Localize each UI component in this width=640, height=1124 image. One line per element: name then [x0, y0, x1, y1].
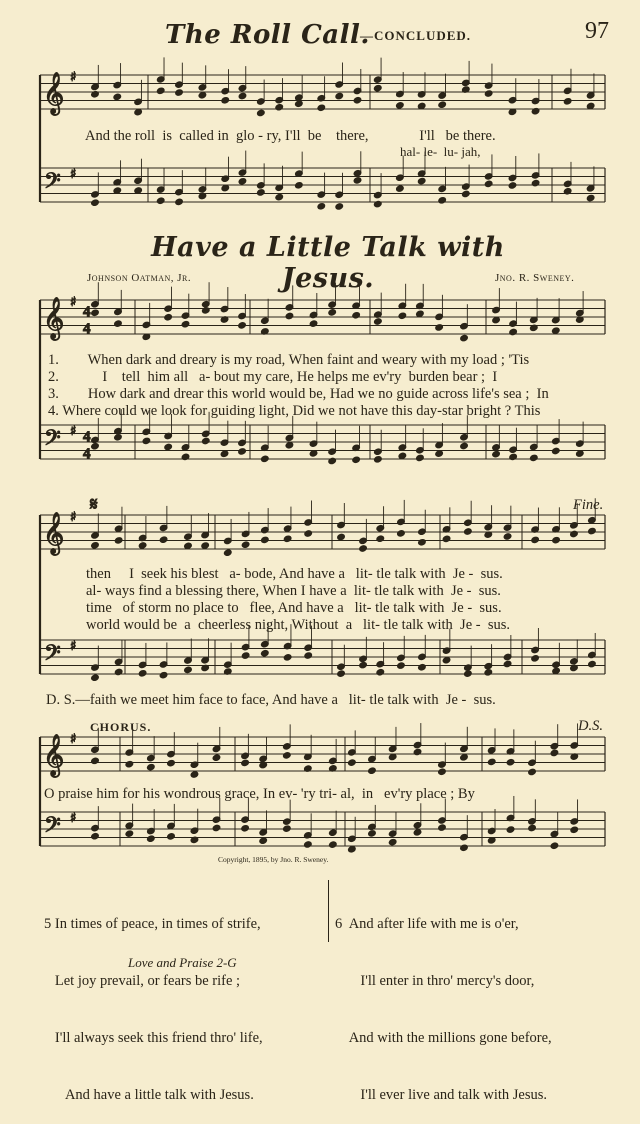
refrain-line-3: time of storm no place to flee, And have a lit- tle talk with Je - sus.	[86, 600, 502, 616]
verse-line-2: 2. I tell him all a- bout my care, He helps me ev'ry burden bear ; I	[48, 369, 498, 385]
stanza-six-line: I'll ever live and talk with Jesus.	[335, 1087, 548, 1103]
page-number: 97	[585, 18, 609, 44]
stanza-five-line: 5 In times of peace, in times of strife,	[44, 916, 261, 932]
stanza-five-line: Let joy prevail, or fears be rife ;	[44, 973, 241, 989]
fine-marking: Fine.	[573, 497, 604, 513]
lyricist-credit: Johnson Oatman, Jr.	[87, 272, 192, 284]
composer-credit: Jno. R. Sweney.	[495, 272, 575, 284]
svg-text:♯: ♯	[70, 295, 77, 310]
stanza-six-line: And with the millions gone before,	[335, 1030, 552, 1046]
svg-text:4: 4	[83, 429, 91, 445]
roll-call-lyric: And the roll is called in glo - ry, I'll be there, I'll be there.	[85, 128, 496, 144]
refrain-line-1: then I seek his blest a- bode, And have a lit- tle talk with Je - sus.	[86, 566, 503, 582]
ds-lyric-line: D. S.—faith we meet him face to face, And have a lit- tle talk with Je - sus.	[46, 692, 496, 708]
svg-text:♯: ♯	[70, 732, 77, 747]
stanza-six-line: I'll enter in thro' mercy's door,	[335, 973, 535, 989]
svg-text:♯: ♯	[70, 167, 77, 182]
footer-signature: Love and Praise 2-G	[128, 955, 237, 970]
chorus-lyric: O praise him for his wondrous grace, In ev- 'ry tri- al, in ev'ry place ; By	[44, 786, 475, 802]
svg-text:4: 4	[83, 446, 91, 462]
svg-text:𝄞: 𝄞	[43, 298, 65, 339]
verse-line-1: 1. When dark and dreary is my road, When faint and weary with my load ; 'Tis	[48, 352, 530, 368]
roll-call-hallelujah: hal- le- lu- jah,	[400, 144, 481, 159]
stanza-five-line: I'll always seek this friend thro' life,	[44, 1030, 263, 1046]
song-title: Have a Little Talk with Jesus.	[151, 232, 505, 294]
svg-text:4: 4	[83, 304, 91, 320]
svg-text:𝄢: 𝄢	[44, 813, 61, 843]
svg-text:𝄞: 𝄞	[43, 735, 65, 776]
svg-text:𝄢: 𝄢	[44, 426, 61, 456]
svg-text:♯: ♯	[70, 811, 77, 826]
concluded-label: —CONCLUDED.	[360, 28, 472, 43]
stanza-five	[44, 877, 263, 1124]
refrain-line-2: al- ways find a blessing there, When I have a lit- tle talk with Je - sus.	[86, 583, 501, 599]
copyright-notice: Copyright, 1895, by Jno. R. Sweney.	[218, 855, 329, 864]
chorus-label: CHORUS.	[90, 720, 152, 734]
svg-text:4: 4	[83, 321, 91, 337]
svg-text:♯: ♯	[70, 510, 77, 525]
verse-line-3: 3. How dark and drear this world would be, Had we no guide across life's sea ; In	[48, 386, 549, 402]
stanza-divider	[328, 880, 329, 942]
verse-line-4: 4. Where could we look for guiding light, Did we not have this day-star bright ? This	[48, 403, 541, 419]
svg-text:𝄞: 𝄞	[43, 513, 65, 554]
svg-text:♯: ♯	[70, 639, 77, 654]
svg-text:♯: ♯	[70, 70, 77, 85]
svg-text:𝄢: 𝄢	[44, 169, 61, 199]
stanza-six-line: 6 And after life with me is o'er,	[335, 916, 519, 932]
svg-text:♯: ♯	[70, 424, 77, 439]
svg-text:𝄋: 𝄋	[90, 494, 98, 515]
ds-marking: D.S.	[578, 718, 603, 734]
svg-text:𝄢: 𝄢	[44, 641, 61, 671]
stanza-six	[335, 877, 552, 1124]
stanza-five-line: And have a little talk with Jesus.	[44, 1087, 254, 1103]
svg-text:𝄞: 𝄞	[43, 73, 65, 114]
page-running-title: The Roll Call.	[165, 20, 370, 50]
refrain-line-4: world would be a cheerless night, Without a lit- tle talk with Je - sus.	[86, 617, 511, 633]
